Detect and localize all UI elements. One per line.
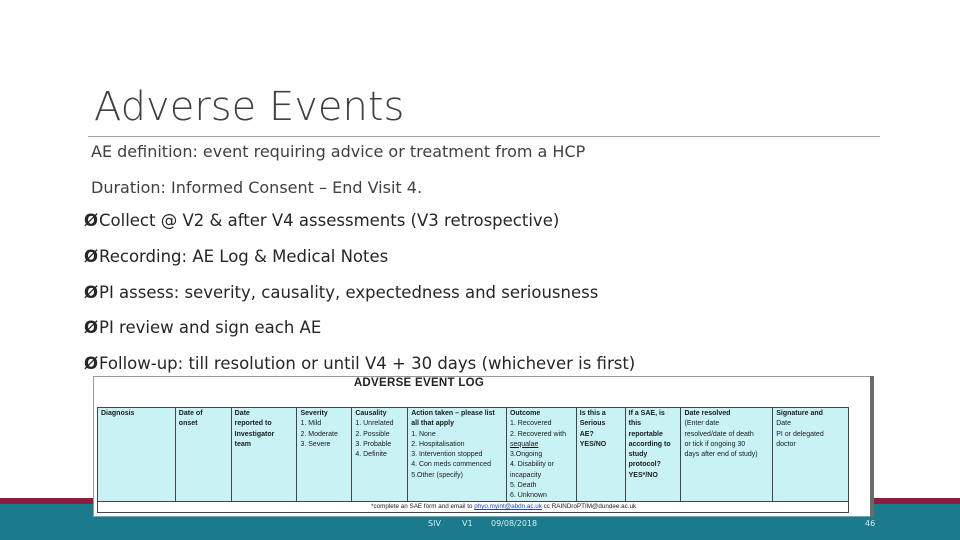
bullet-text: Recording: AE Log & Medical Notes bbox=[99, 247, 389, 266]
ae-column-onset bbox=[176, 408, 232, 501]
page-number: 46 bbox=[865, 519, 876, 528]
column-text: Date bbox=[776, 420, 792, 428]
column-text: 4. Con meds commenced bbox=[411, 461, 491, 469]
column-text: 3. Severe bbox=[300, 440, 331, 448]
column-text: 1. Recovered bbox=[509, 420, 552, 428]
bullet-item bbox=[84, 211, 559, 230]
column-text: this bbox=[628, 420, 642, 428]
bullet-text: Collect @ V2 & after V4 assessments (V3 retrospective) bbox=[99, 211, 560, 230]
column-text: or tick if ongoing 30 bbox=[684, 440, 746, 448]
ae-log-table bbox=[97, 407, 849, 502]
title-divider bbox=[88, 136, 880, 137]
column-text: doctor bbox=[776, 440, 796, 448]
ae-column-action bbox=[408, 408, 507, 501]
arrow-bullet-icon: Ø bbox=[84, 211, 99, 230]
column-text: Serious bbox=[579, 420, 606, 428]
column-header: Is this a bbox=[579, 410, 606, 417]
column-text: 3. Intervention stopped bbox=[411, 451, 483, 459]
column-text: 1. Mild bbox=[300, 420, 322, 428]
column-text: (Enter date bbox=[684, 420, 720, 428]
slide-title: Adverse Events bbox=[94, 84, 405, 130]
footer-label: SIV bbox=[428, 519, 441, 528]
ae-column-outcome bbox=[507, 408, 577, 501]
column-text: protocol? bbox=[628, 461, 661, 469]
duration-line: Duration: Informed Consent – End Visit 4. bbox=[91, 178, 423, 197]
column-header: Date resolved bbox=[684, 410, 731, 417]
column-text: YES/NO bbox=[579, 440, 607, 448]
column-header: If a SAE, is bbox=[628, 410, 665, 417]
column-header: Date of bbox=[178, 410, 203, 417]
image-shadow bbox=[870, 376, 874, 517]
ae-column-sae-reportable bbox=[626, 408, 682, 501]
ae-column-severity bbox=[297, 408, 352, 501]
column-header: Date bbox=[234, 410, 250, 417]
note-email-link[interactable]: phyo.myint@abdn.ac.uk bbox=[474, 503, 542, 510]
column-text: 3. Probable bbox=[355, 440, 392, 448]
note-suffix: cc RAINDroPTIM@dundee.ac.uk bbox=[541, 503, 637, 510]
ae-column-causality bbox=[352, 408, 408, 501]
bullet-item bbox=[84, 318, 321, 337]
column-text: 2. Moderate bbox=[300, 430, 338, 438]
column-header: Diagnosis bbox=[101, 410, 135, 417]
ae-column-signature bbox=[773, 408, 848, 501]
column-text: 4. Disability or bbox=[509, 461, 554, 469]
column-text: reported to bbox=[234, 420, 272, 428]
bullet-text: PI review and sign each AE bbox=[99, 318, 322, 337]
footer-version: V1 bbox=[462, 519, 473, 528]
column-text: days after end of study) bbox=[684, 451, 758, 459]
column-text: reportable bbox=[628, 430, 663, 438]
column-text: AE? bbox=[579, 430, 594, 438]
column-text: PI or delegated bbox=[776, 430, 824, 438]
column-text: incapacity bbox=[509, 471, 542, 479]
column-text: sequalae bbox=[509, 440, 539, 448]
ae-log-image bbox=[93, 376, 874, 517]
bullet-item bbox=[84, 354, 635, 373]
arrow-bullet-icon: Ø bbox=[84, 247, 99, 266]
ae-log-title: ADVERSE EVENT LOG bbox=[353, 377, 485, 389]
sae-note bbox=[97, 502, 849, 513]
column-header: Severity bbox=[300, 410, 328, 417]
definition-line: AE definition: event requiring advice or treatment from a HCP bbox=[91, 142, 586, 161]
column-header: Signature and bbox=[776, 410, 823, 417]
column-text: team bbox=[234, 440, 251, 448]
column-text: Investigator bbox=[234, 430, 275, 438]
note-prefix: *complete an SAE form and email to bbox=[371, 503, 475, 510]
column-header: Outcome bbox=[509, 410, 541, 417]
column-text: 6. Unknown bbox=[509, 492, 547, 500]
column-text: 5.Other (specify) bbox=[411, 471, 463, 479]
column-text: 4. Definite bbox=[355, 451, 387, 459]
arrow-bullet-icon: Ø bbox=[84, 283, 99, 302]
ae-column-date-resolved bbox=[681, 408, 773, 501]
ae-column-reported bbox=[232, 408, 298, 501]
column-text: onset bbox=[178, 420, 198, 428]
column-text: according to bbox=[628, 440, 671, 448]
column-text: study bbox=[628, 451, 648, 459]
column-text: 2. Hospitalisation bbox=[411, 440, 465, 448]
arrow-bullet-icon: Ø bbox=[84, 318, 99, 337]
bullet-item bbox=[84, 247, 388, 266]
ae-column-diagnosis bbox=[98, 408, 176, 501]
column-text: 1. Unrelated bbox=[355, 420, 394, 428]
column-header: Causality bbox=[355, 410, 387, 417]
column-text: resolved/date of death bbox=[684, 430, 754, 438]
column-text: 5. Death bbox=[509, 482, 537, 490]
column-text: 1. None bbox=[411, 430, 436, 438]
bullet-text: PI assess: severity, causality, expectedness and seriousness bbox=[99, 283, 599, 302]
column-text: YES*/NO bbox=[628, 471, 658, 479]
footer-date: 09/08/2018 bbox=[491, 519, 538, 528]
bullet-item bbox=[84, 283, 598, 302]
column-text: 2. Recovered with bbox=[509, 430, 566, 438]
arrow-bullet-icon: Ø bbox=[84, 354, 99, 373]
column-text: 3.Ongoing bbox=[509, 451, 543, 459]
column-header: Action taken – please list bbox=[411, 410, 495, 417]
column-text: 2. Possible bbox=[355, 430, 390, 438]
column-text: all that apply bbox=[411, 420, 454, 428]
ae-column-serious bbox=[577, 408, 626, 501]
bullet-text: Follow-up: till resolution or until V4 + 30 days (whichever is first) bbox=[99, 354, 636, 373]
